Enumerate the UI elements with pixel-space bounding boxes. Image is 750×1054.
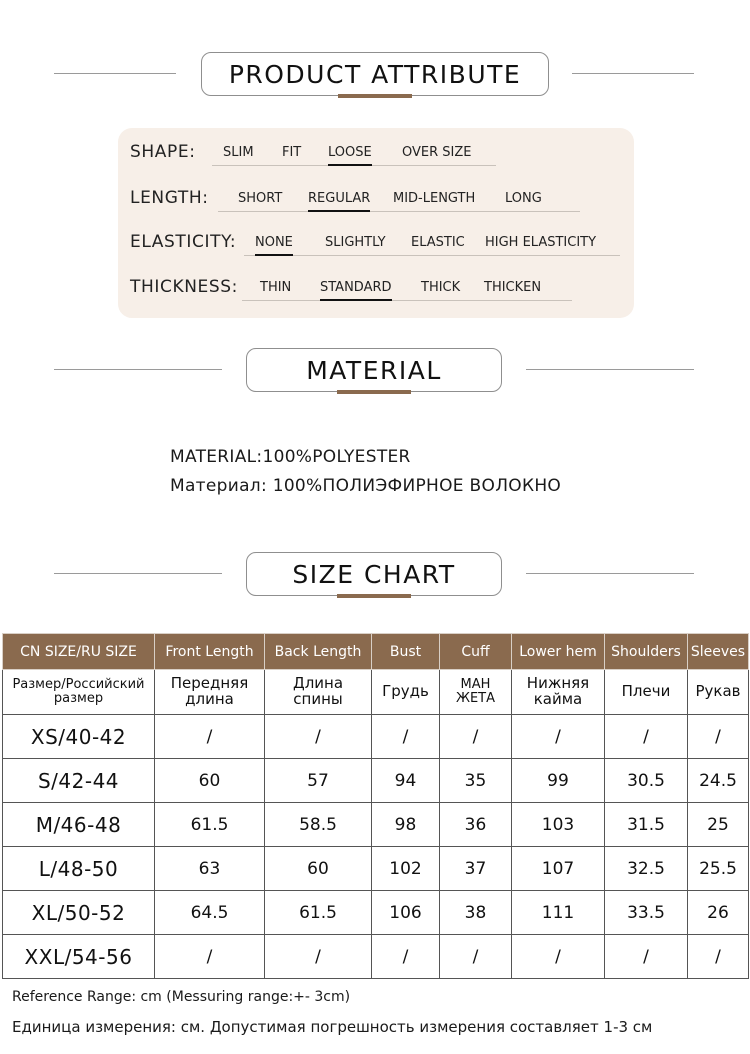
attr-option: OVER SIZE [402, 145, 472, 160]
col-header-ru: Длина спины [265, 670, 372, 715]
attr-option: THICKEN [484, 280, 542, 295]
table-cell: / [155, 935, 265, 979]
table-cell: 103 [512, 803, 605, 847]
size-rows [3, 715, 749, 979]
table-cell: 94 [372, 759, 440, 803]
header-row-en [3, 634, 749, 670]
table-cell: 64.5 [155, 891, 265, 935]
table-cell: 24.5 [688, 759, 749, 803]
table-cell: 36 [440, 803, 512, 847]
section-title-pill [201, 52, 549, 96]
divider-line-right [526, 573, 694, 574]
material-ru: Материал: 100%ПОЛИЭФИРНОЕ ВОЛОКНО [170, 476, 562, 496]
size-chart-table [2, 633, 749, 979]
table-cell: 26 [688, 891, 749, 935]
attr-rule [244, 255, 620, 256]
table-cell: 38 [440, 891, 512, 935]
size-label-cell: XL/50-52 [3, 891, 155, 935]
table-cell: / [440, 935, 512, 979]
attr-row-elasticity [118, 228, 634, 258]
table-cell: 25.5 [688, 847, 749, 891]
attr-option-selected: LOOSE [328, 145, 372, 160]
header-row-ru [3, 670, 749, 715]
col-header: CN SIZE/RU SIZE [3, 634, 155, 670]
table-cell: 32.5 [605, 847, 688, 891]
material-en: MATERIAL:100%POLYESTER [170, 447, 411, 467]
section-title: SIZE CHART [292, 559, 456, 589]
table-row [3, 715, 749, 759]
attr-option-selected: STANDARD [320, 280, 392, 295]
section-title: PRODUCT ATTRIBUTE [228, 59, 522, 89]
table-row [3, 847, 749, 891]
col-header-ru: Размер/Российский размер [3, 670, 155, 715]
table-cell: 63 [155, 847, 265, 891]
table-cell: 37 [440, 847, 512, 891]
table-cell: / [688, 715, 749, 759]
table-cell: 61.5 [265, 891, 372, 935]
table-cell: 60 [155, 759, 265, 803]
table-cell: 106 [372, 891, 440, 935]
attr-rule [242, 300, 572, 301]
attr-option: SLIGHTLY [325, 235, 386, 250]
section-title: MATERIAL [306, 355, 442, 385]
product-attribute-header [0, 52, 750, 96]
table-cell: 58.5 [265, 803, 372, 847]
attr-option: MID-LENGTH [393, 191, 476, 206]
table-cell: / [265, 935, 372, 979]
attribute-panel [118, 128, 634, 318]
table-cell: 30.5 [605, 759, 688, 803]
table-cell: / [155, 715, 265, 759]
attr-option: FIT [282, 145, 302, 160]
table-cell: 61.5 [155, 803, 265, 847]
attr-option: THICK [421, 280, 461, 295]
divider-line-left [54, 73, 176, 74]
col-header: Lower hem [512, 634, 605, 670]
table-cell: / [512, 935, 605, 979]
col-header: Front Length [155, 634, 265, 670]
table-row [3, 935, 749, 979]
col-header-ru: МАН ЖЕТА [440, 670, 512, 715]
attr-row-shape [118, 138, 634, 168]
col-header: Shoulders [605, 634, 688, 670]
attr-option: SHORT [238, 191, 283, 206]
table-cell: / [605, 715, 688, 759]
attr-row-thickness [118, 273, 634, 303]
attr-option-selected: REGULAR [308, 191, 371, 206]
table-cell: / [265, 715, 372, 759]
attr-row-length [118, 184, 634, 214]
col-header-ru: Плечи [605, 670, 688, 715]
attr-rule [218, 211, 580, 212]
table-cell: 99 [512, 759, 605, 803]
table-cell: 107 [512, 847, 605, 891]
table-row [3, 759, 749, 803]
size-chart-header [0, 552, 750, 596]
table-cell: / [372, 935, 440, 979]
size-label-cell: L/48-50 [3, 847, 155, 891]
attr-option: SLIM [223, 145, 254, 160]
size-label-cell: S/42-44 [3, 759, 155, 803]
table-cell: 33.5 [605, 891, 688, 935]
divider-line-right [572, 73, 694, 74]
table-row [3, 891, 749, 935]
col-header: Sleeves [688, 634, 749, 670]
col-header-ru: Грудь [372, 670, 440, 715]
divider-line-left [54, 369, 222, 370]
table-cell: 35 [440, 759, 512, 803]
col-header: Bust [372, 634, 440, 670]
table-cell: 102 [372, 847, 440, 891]
size-label-cell: XXL/54-56 [3, 935, 155, 979]
col-header-ru: Нижняя кайма [512, 670, 605, 715]
attr-option: THIN [260, 280, 292, 295]
table-cell: 57 [265, 759, 372, 803]
material-header [0, 348, 750, 392]
attr-label: SHAPE: [130, 142, 196, 162]
section-title-pill [246, 348, 502, 392]
title-accent-bar [338, 94, 412, 98]
attr-label: ELASTICITY: [130, 232, 237, 252]
section-title-pill [246, 552, 502, 596]
attr-option: LONG [505, 191, 542, 206]
reference-range-note-ru: Единица измерения: см. Допустимая погрешность измерения составляет 1-3 см [12, 1018, 653, 1036]
attr-label: THICKNESS: [130, 277, 238, 297]
size-label-cell: XS/40-42 [3, 715, 155, 759]
reference-range-note: Reference Range: cm (Messuring range:+- 3cm) [12, 989, 351, 1005]
table-cell: / [440, 715, 512, 759]
col-header-ru: Рукав [688, 670, 749, 715]
attr-option: HIGH ELASTICITY [485, 235, 597, 250]
table-cell: 25 [688, 803, 749, 847]
table-cell: / [372, 715, 440, 759]
attr-label: LENGTH: [130, 188, 209, 208]
attr-option-selected: NONE [255, 235, 293, 250]
title-accent-bar [337, 594, 411, 598]
size-label-cell: M/46-48 [3, 803, 155, 847]
divider-line-left [54, 573, 222, 574]
col-header-ru: Передняя длина [155, 670, 265, 715]
table-row [3, 803, 749, 847]
table-cell: 111 [512, 891, 605, 935]
title-accent-bar [337, 390, 411, 394]
table-cell: / [512, 715, 605, 759]
table-cell: / [688, 935, 749, 979]
divider-line-right [526, 369, 694, 370]
table-cell: 60 [265, 847, 372, 891]
table-cell: 31.5 [605, 803, 688, 847]
col-header: Back Length [265, 634, 372, 670]
col-header: Cuff [440, 634, 512, 670]
table-cell: 98 [372, 803, 440, 847]
attr-option: ELASTIC [411, 235, 465, 250]
table-cell: / [605, 935, 688, 979]
